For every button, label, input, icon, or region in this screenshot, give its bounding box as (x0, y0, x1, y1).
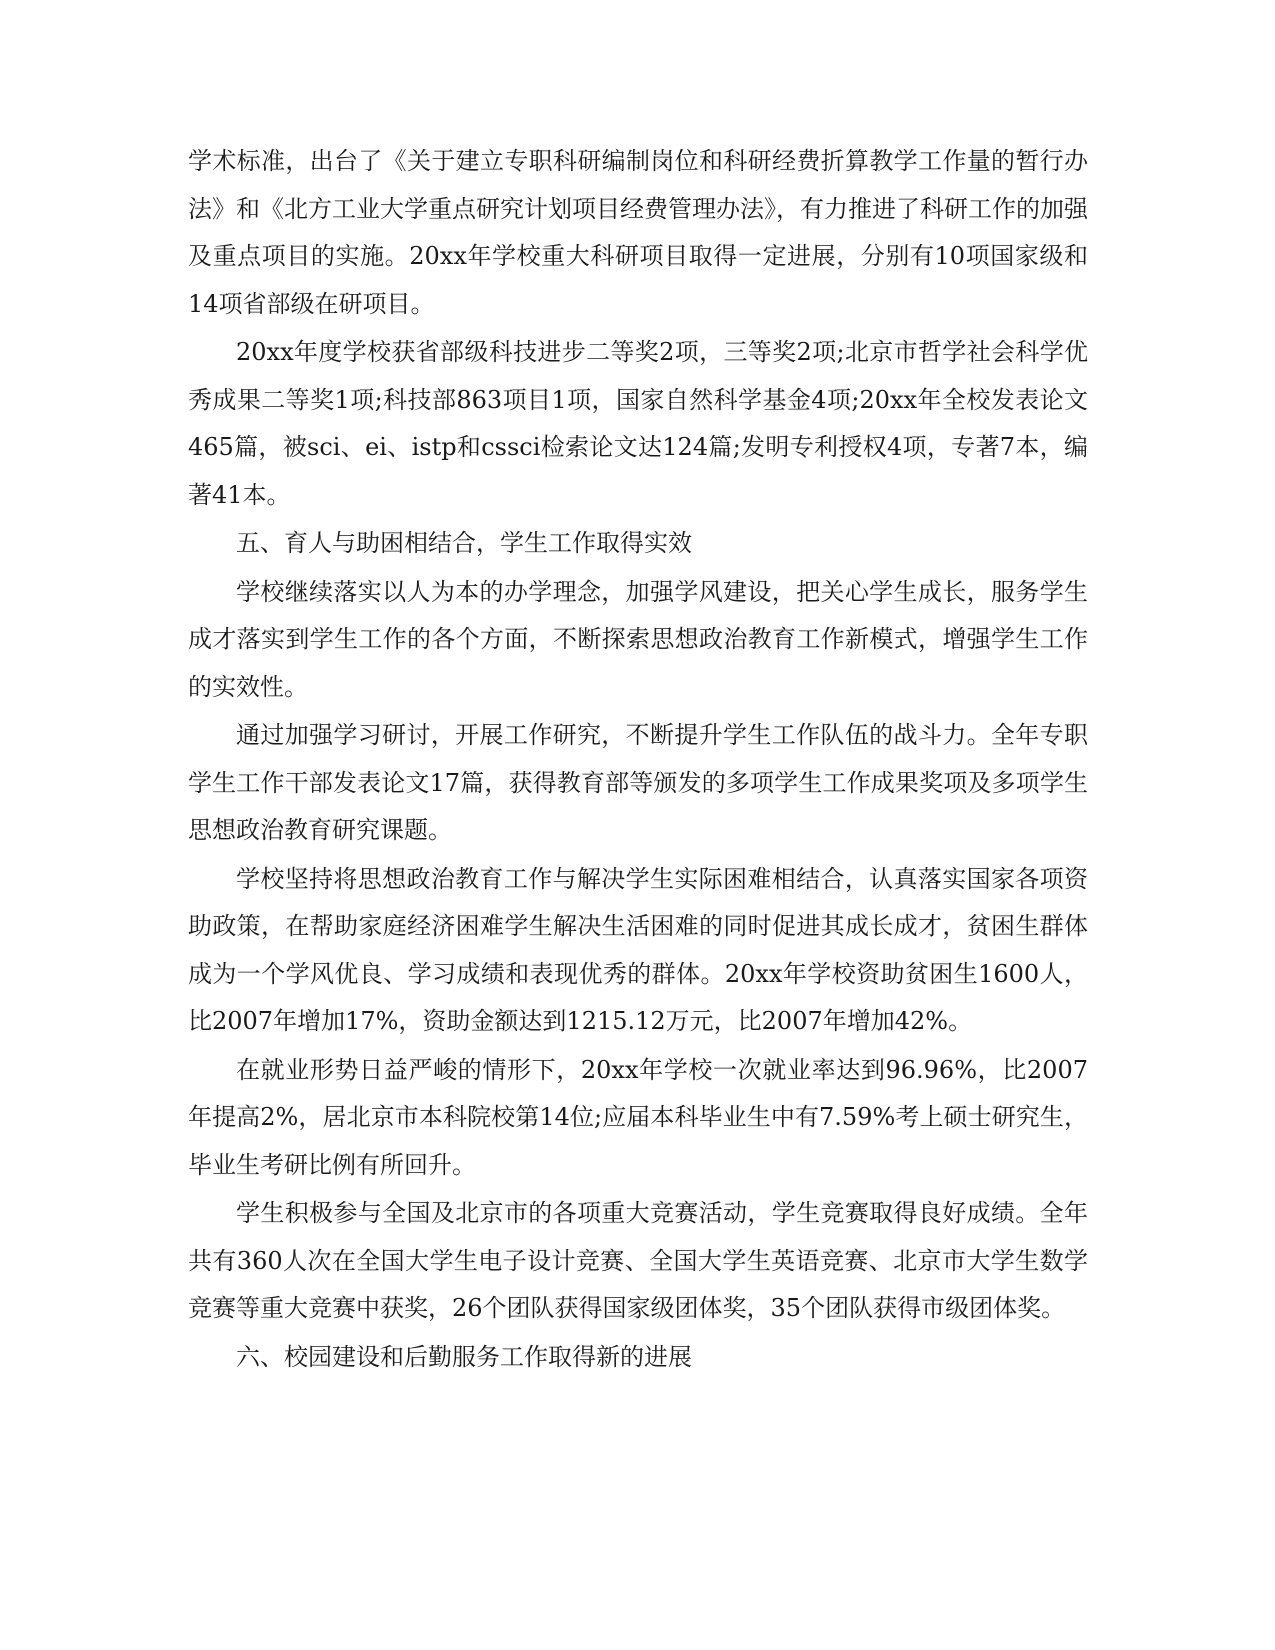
section-heading-campus: 六、校园建设和后勤服务工作取得新的进展 (236, 1342, 692, 1371)
paragraph-research-policies: 学术标准，出台了《关于建立专职科研编制岗位和科研经费折算教学工作量的暂行办法》和《北方工业大学重点研究计划项目经费管理办法》，有力推进了科研工作的加强及重点项目的实施。20xx年学校重大科研项目取得一定进展，分别有10项国家级和14项省部级在研项目。 (188, 147, 1088, 318)
section-heading-student-work: 五、育人与助困相结合，学生工作取得实效 (236, 529, 692, 557)
paragraph-competitions: 学生积极参与全国及北京市的各项重大竞赛活动，学生竞赛取得良好成绩。全年共有360人次在全国大学生电子设计竞赛、全国大学生英语竞赛、北京市大学生数学竞赛等重大竞赛中获奖，26个团队获得国家级团体奖，35个团队获得市级团体奖。 (188, 1199, 1088, 1322)
paragraph-staff-research: 通过加强学习研讨，开展工作研究，不断提升学生工作队伍的战斗力。全年专职学生工作干部发表论文17篇，获得教育部等颁发的多项学生工作成果奖项及多项学生思想政治教育研究课题。 (188, 721, 1088, 844)
paragraph-employment: 在就业形势日益严峻的情形下，20xx年学校一次就业率达到96.96%，比2007年提高2%，居北京市本科院校第14位;应届本科毕业生中有7.59%考上硕士研究生，毕业生考研比例有所回升。 (188, 1055, 1088, 1179)
paragraph-financial-aid: 学校坚持将思想政治教育工作与解决学生实际困难相结合，认真落实国家各项资助政策，在帮助家庭经济困难学生解决生活困难的同时促进其成长成才，贫困生群体成为一个学风优良、学习成绩和表现优秀的群体。20xx年学校资助贫困生1600人，比2007年增加17%，资助金额达到1215.12万元，比2007年增加42%。 (188, 864, 1088, 1035)
paragraph-research-awards: 20xx年度学校获省部级科技进步二等奖2项，三等奖2项;北京市哲学社会科学优秀成果二等奖1项;科技部863项目1项，国家自然科学基金4项;20xx年全校发表论文465篇，被sci、ei、istp和cssci检索论文达124篇;发明专利授权4项，专著7本，编著41本。 (188, 338, 1088, 509)
document-body (188, 138, 1088, 1382)
paragraph-student-philosophy: 学校继续落实以人为本的办学理念，加强学风建设，把关心学生成长，服务学生成才落实到学生工作的各个方面，不断探索思想政治教育工作新模式，增强学生工作的实效性。 (188, 577, 1088, 701)
